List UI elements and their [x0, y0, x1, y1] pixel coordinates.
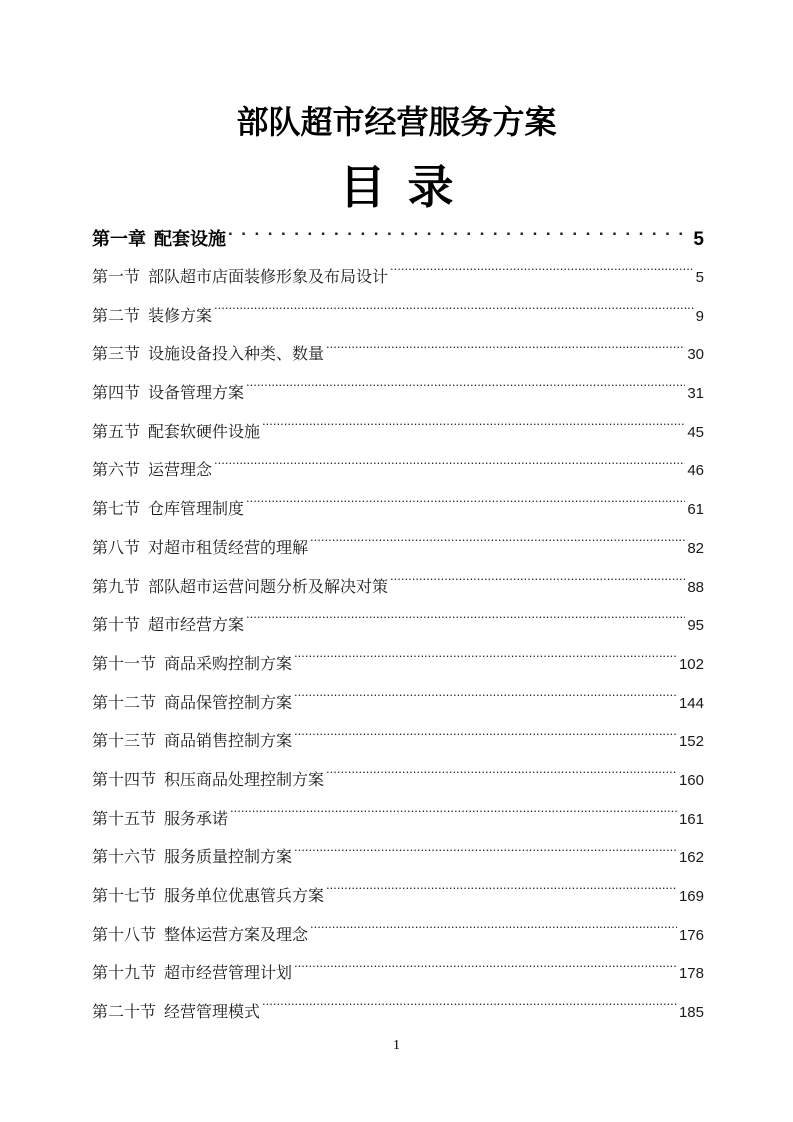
section-title: 超市经营方案 — [148, 615, 245, 635]
section-title: 部队超市店面装修形象及布局设计 — [148, 267, 389, 286]
toc-page-number: 152 — [678, 733, 704, 751]
toc-page-number: 144 — [678, 694, 704, 712]
toc-entry-label — [92, 606, 244, 645]
toc-entry[interactable] — [92, 413, 704, 452]
toc-entry-label — [92, 645, 292, 684]
dot-leader — [246, 498, 685, 514]
section-number: 第六节 — [92, 460, 141, 480]
toc-entry[interactable] — [92, 761, 704, 800]
toc-entry-label — [92, 335, 324, 374]
section-title: 商品保管控制方案 — [164, 692, 293, 712]
toc-heading: 目录 — [339, 160, 476, 214]
toc-entry-label — [92, 222, 226, 258]
toc-entry-label — [92, 761, 324, 800]
toc-page-number: 185 — [678, 1004, 704, 1022]
toc-entry-label — [92, 993, 260, 1032]
section-number: 第十六节 — [92, 847, 157, 867]
toc-page-number: 46 — [687, 462, 704, 480]
section-number: 第一节 — [92, 267, 141, 286]
dot-leader — [326, 343, 685, 359]
section-title: 整体运营方案及理念 — [164, 924, 309, 944]
toc-page-number: 176 — [678, 926, 704, 944]
dot-leader — [294, 846, 677, 862]
dot-leader — [262, 421, 685, 437]
section-number: 第十节 — [92, 615, 141, 635]
document-title: 部队超市经营服务方案 — [236, 103, 557, 141]
toc-entry[interactable] — [92, 645, 704, 684]
toc-entry[interactable] — [92, 684, 704, 723]
toc-page-number: 31 — [687, 385, 704, 403]
toc-entry[interactable] — [92, 451, 704, 490]
toc-entry-label — [92, 297, 212, 336]
section-number: 第八节 — [92, 537, 141, 557]
toc-entry[interactable] — [92, 490, 704, 529]
chapter-number: 第一章 — [92, 229, 146, 250]
toc-entry-label — [92, 568, 388, 607]
section-title: 运营理念 — [148, 460, 213, 480]
section-title: 超市经营管理计划 — [164, 963, 293, 983]
toc-page-number: 30 — [687, 346, 704, 364]
section-title: 服务质量控制方案 — [164, 847, 293, 867]
toc-entry-label — [92, 413, 260, 452]
toc-page-number: 160 — [678, 771, 704, 789]
toc-page-number: 45 — [687, 423, 704, 441]
section-title: 积压商品处理控制方案 — [164, 769, 325, 789]
dot-leader — [214, 305, 694, 321]
dot-leader — [310, 924, 677, 940]
section-title: 装修方案 — [148, 305, 213, 325]
toc-entry[interactable] — [92, 568, 704, 607]
table-of-contents — [92, 222, 704, 1032]
toc-page-number: 178 — [678, 965, 704, 983]
dot-leader — [294, 730, 677, 746]
toc-entry[interactable] — [92, 374, 704, 413]
toc-section-list — [92, 258, 704, 1032]
toc-entry-label — [92, 258, 388, 297]
dot-leader — [294, 692, 677, 708]
section-title: 对超市租赁经营的理解 — [148, 537, 309, 557]
section-number: 第四节 — [92, 383, 141, 403]
toc-page-number: 88 — [687, 578, 704, 596]
toc-entry-label — [92, 374, 244, 413]
dot-leader — [390, 576, 685, 592]
section-number: 第十五节 — [92, 808, 157, 828]
toc-entry-label — [92, 684, 292, 723]
dot-leader — [246, 382, 685, 398]
dot-leader — [214, 459, 685, 475]
page-number: 1 — [393, 1038, 400, 1053]
toc-page-number: 61 — [687, 501, 704, 519]
toc-page-number: 82 — [687, 539, 704, 557]
section-number: 第十二节 — [92, 692, 157, 712]
section-number: 第十一节 — [92, 653, 157, 673]
toc-entry[interactable] — [92, 877, 704, 916]
toc-entry[interactable] — [92, 258, 704, 297]
toc-entry-label — [92, 451, 212, 490]
toc-page-number: 162 — [678, 849, 704, 867]
toc-entry[interactable] — [92, 606, 704, 645]
section-title: 配套软硬件设施 — [148, 421, 261, 441]
section-title: 服务承诺 — [164, 808, 229, 828]
section-title: 商品采购控制方案 — [164, 653, 293, 673]
section-number: 第五节 — [92, 421, 141, 441]
dot-leader — [294, 653, 677, 669]
toc-entry-label — [92, 490, 244, 529]
section-number: 第十九节 — [92, 963, 157, 983]
section-title: 部队超市运营问题分析及解决对策 — [148, 576, 389, 596]
dot-leader — [228, 227, 691, 245]
toc-entry-label — [92, 877, 324, 916]
toc-entry[interactable] — [92, 722, 704, 761]
dot-leader — [262, 1001, 677, 1017]
toc-entry-label — [92, 954, 292, 993]
section-title: 设施设备投入种类、数量 — [148, 344, 325, 364]
toc-page-number: 95 — [687, 617, 704, 635]
section-title: 设备管理方案 — [148, 383, 245, 403]
dot-leader — [326, 769, 677, 785]
section-title: 商品销售控制方案 — [164, 731, 293, 751]
section-number: 第二十节 — [92, 1002, 157, 1022]
section-title: 经营管理模式 — [164, 1002, 261, 1022]
dot-leader — [230, 808, 677, 824]
toc-page-number: 5 — [695, 269, 704, 286]
section-number: 第十八节 — [92, 924, 157, 944]
dot-leader — [326, 885, 677, 901]
dot-leader — [246, 614, 685, 630]
toc-page-number: 5 — [693, 229, 704, 250]
toc-entry[interactable] — [92, 335, 704, 374]
section-number: 第十七节 — [92, 886, 157, 905]
toc-entry-label — [92, 838, 292, 877]
section-number: 第七节 — [92, 499, 141, 519]
section-number: 第十三节 — [92, 731, 157, 751]
toc-page-number: 169 — [678, 888, 704, 905]
section-title: 仓库管理制度 — [148, 499, 245, 519]
section-number: 第十四节 — [92, 769, 157, 789]
toc-chapter-1[interactable] — [92, 222, 704, 258]
toc-entry-label — [92, 800, 228, 839]
toc-entry[interactable] — [92, 838, 704, 877]
toc-page-number: 9 — [695, 307, 704, 325]
section-number: 第九节 — [92, 576, 141, 596]
chapter-title: 配套设施 — [154, 229, 226, 250]
toc-entry[interactable] — [92, 954, 704, 993]
toc-entry[interactable] — [92, 993, 704, 1032]
toc-entry[interactable] — [92, 297, 704, 336]
toc-entry[interactable] — [92, 916, 704, 955]
toc-page-number: 161 — [678, 810, 704, 828]
section-number: 第二节 — [92, 305, 141, 325]
dot-leader — [294, 962, 677, 978]
section-number: 第三节 — [92, 344, 141, 364]
section-title: 服务单位优惠管兵方案 — [164, 886, 325, 905]
dot-leader — [310, 537, 685, 553]
toc-entry-label — [92, 722, 292, 761]
toc-page-number: 102 — [678, 655, 704, 673]
toc-entry-label — [92, 529, 308, 568]
dot-leader — [390, 266, 694, 282]
toc-entry[interactable] — [92, 529, 704, 568]
toc-entry-label — [92, 916, 308, 955]
toc-entry[interactable] — [92, 800, 704, 839]
